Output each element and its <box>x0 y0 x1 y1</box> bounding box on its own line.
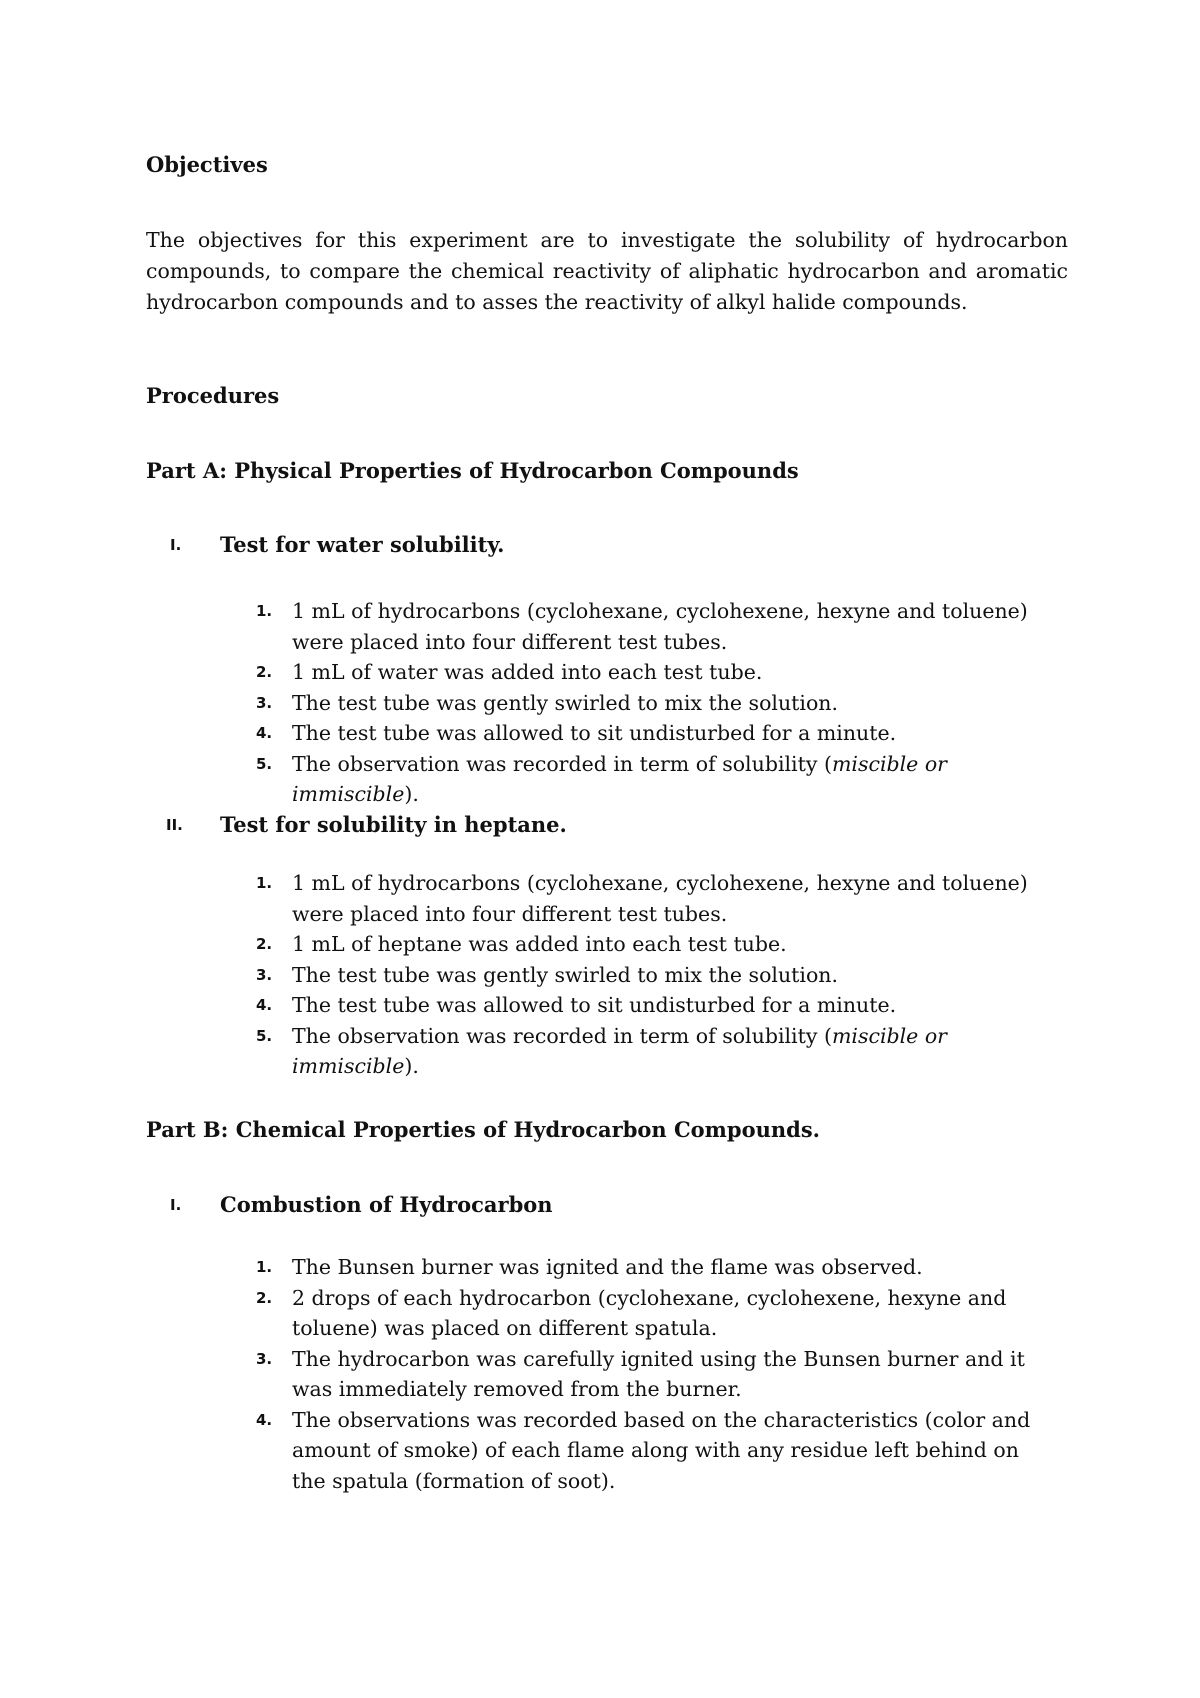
list-item <box>146 1405 1046 1497</box>
step-number: 1. <box>256 874 273 892</box>
part-a-test-2-number: II. <box>166 816 183 834</box>
list-item <box>146 1252 1046 1283</box>
step-number: 3. <box>256 1349 273 1368</box>
list-item <box>146 1344 1046 1405</box>
step-number: 5. <box>256 1026 273 1045</box>
part-b-test-1-number: I. <box>170 1196 182 1214</box>
list-item <box>146 596 1046 657</box>
step-number: 5. <box>256 754 273 773</box>
step-number: 1. <box>256 1258 273 1276</box>
list-item <box>146 1283 1046 1344</box>
step-number: 2. <box>256 663 273 681</box>
part-b-test-1-steps <box>146 1252 1046 1496</box>
list-item <box>146 868 1046 929</box>
step-text: The test tube was gently swirled to mix the solution. <box>292 962 839 987</box>
part-a-test-1-title: Test for water solubility. <box>220 532 505 557</box>
step-number: 2. <box>256 1288 273 1307</box>
list-item <box>146 990 1046 1021</box>
step-text: 1 mL of hydrocarbons (cyclohexane, cyclohexene, hexyne and toluene) were placed into four different test tubes. <box>292 871 1028 926</box>
step-number: 4. <box>256 1410 273 1429</box>
step-text: The observation was recorded in term of solubility (miscible or immiscible). <box>292 1023 947 1078</box>
part-a-test-1-number: I. <box>170 536 182 554</box>
step-text: 2 drops of each hydrocarbon (cyclohexane, cyclohexene, hexyne and toluene) was placed on different spatula. <box>292 1285 1007 1340</box>
step-text: The test tube was allowed to sit undisturbed for a minute. <box>292 993 897 1017</box>
part-a-test-2-title: Test for solubility in heptane. <box>220 812 567 837</box>
part-b-test-1-title: Combustion of Hydrocarbon <box>220 1192 553 1217</box>
step-text: The Bunsen burner was ignited and the flame was observed. <box>292 1255 923 1279</box>
objectives-paragraph: The objectives for this experiment are to investigate the solubility of hydrocarbon compounds, to compare the chemical reactivity of aliphatic hydrocarbon and aromatic hydrocarbon compounds and to asses the reactivity of alkyl halide compounds. <box>146 228 1068 314</box>
procedures-heading: Procedures <box>146 383 280 408</box>
list-item <box>146 718 1046 749</box>
step-number: 1. <box>256 602 273 620</box>
part-a-heading: Part A: Physical Properties of Hydrocarbon Compounds <box>146 458 799 483</box>
part-a-test-1-steps <box>146 596 1046 810</box>
part-b-heading: Part B: Chemical Properties of Hydrocarbon Compounds. <box>146 1117 820 1142</box>
step-text: The test tube was allowed to sit undisturbed for a minute. <box>292 721 897 745</box>
step-text: 1 mL of heptane was added into each test tube. <box>292 932 787 956</box>
objectives-heading: Objectives <box>146 152 268 177</box>
step-text: 1 mL of water was added into each test tube. <box>292 660 763 684</box>
step-text: The observations was recorded based on the characteristics (color and amount of smoke) of each flame along with any residue left behind on the spatula (formation of soot). <box>292 1407 1031 1493</box>
step-text: The test tube was gently swirled to mix the solution. <box>292 690 839 715</box>
step-number: 4. <box>256 724 273 742</box>
list-item <box>146 657 1046 688</box>
emphasis-text: miscible or immiscible <box>292 1023 947 1078</box>
list-item <box>146 1021 1046 1082</box>
emphasis-text: miscible or immiscible <box>292 751 947 806</box>
step-number: 4. <box>256 996 273 1014</box>
step-text: The observation was recorded in term of solubility (miscible or immiscible). <box>292 751 947 806</box>
list-item <box>146 960 1046 991</box>
list-item <box>146 929 1046 960</box>
list-item <box>146 688 1046 719</box>
step-text: The hydrocarbon was carefully ignited using the Bunsen burner and it was immediately removed from the burner. <box>292 1346 1025 1401</box>
step-number: 2. <box>256 935 273 953</box>
list-item <box>146 749 1046 810</box>
step-number: 3. <box>256 965 273 984</box>
step-number: 3. <box>256 693 273 712</box>
step-text: 1 mL of hydrocarbons (cyclohexane, cyclohexene, hexyne and toluene) were placed into four different test tubes. <box>292 599 1028 654</box>
part-a-test-2-steps <box>146 868 1046 1082</box>
